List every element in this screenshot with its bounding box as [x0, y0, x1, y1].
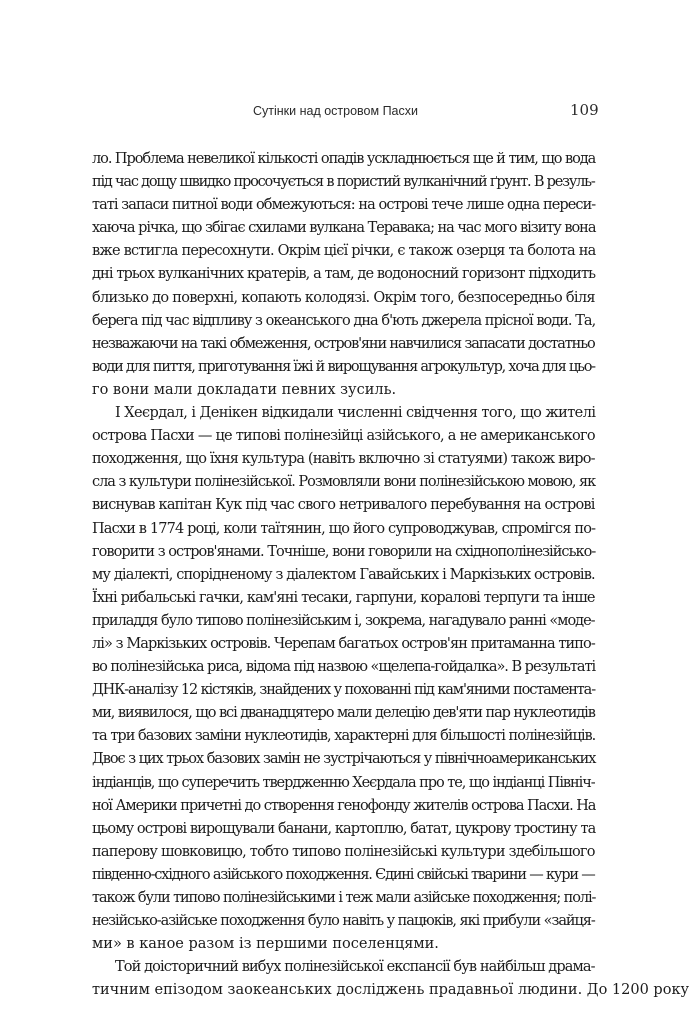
text-line: ми» в каное разом із першими поселенцями.	[92, 936, 439, 953]
text-line: Пасхи в 1774 році, коли таїтянин, що його супроводжував, спромігся по-	[92, 520, 596, 537]
text-line: також були типово полінезійськими і теж мали азійське походження; полі-	[92, 890, 596, 906]
text-line: берега під час відпливу з океанського дна б'ють джерела прісної води. Та,	[92, 312, 596, 329]
text-line: во полінезійська риса, відома під назвою «щелепа-гойдалка». В результаті	[92, 659, 596, 676]
text-line: та три базових заміни нуклеотидів, характерні для більшості полінезійців.	[92, 728, 596, 745]
text-line: говорити з остров'янами. Точніше, вони говорили на східнополінезійсько-	[92, 543, 596, 560]
text-line: виснував капітан Кук під час свого нетривалого перебування на острові	[92, 497, 595, 514]
text-line: таті запаси питної води обмежуються: на острові тече лише одна переси-	[92, 197, 596, 214]
text-line: приладдя було типово полінезійським і, зокрема, нагадувало ранні «моде-	[92, 612, 595, 629]
text-line: Той доісторичний вибух полінезійської експансії був найбільш драма-	[115, 959, 595, 976]
text-line: дні трьох вулканічних кратерів, а там, де водоносний горизонт підходить	[92, 266, 596, 283]
text-line: тичним епізодом заокеанських досліджень прадавньої людини. До 1200 року	[92, 982, 690, 999]
text-line: води для пиття, приготування їжі й вирощування агрокультур, хоча для цьо-	[92, 358, 595, 375]
text-line: цьому острові вирощували банани, картоплю, батат, цукрову тростину та	[92, 820, 596, 837]
page-number: 109	[570, 101, 599, 119]
paragraph	[92, 956, 690, 1002]
text-line: лі» з Маркізьких островів. Черепам багатьох остров'ян притаманна типо-	[92, 635, 595, 652]
text-line: І Хеєрдал, і Денікен відкидали численні свідчення того, що жителі	[115, 405, 596, 422]
body-text	[92, 148, 690, 1002]
text-line: Їхні рибальські гачки, кам'яні тесаки, гарпуни, коралові терпуги та інше	[92, 589, 595, 606]
text-line: ло. Проблема невеликої кількості опадів ускладнюється ще й тим, що вода	[92, 151, 596, 167]
text-line: під час дощу швидко просочується в пористий вулканічний ґрунт. В резуль-	[92, 174, 595, 191]
text-line: ми, виявилося, що всі дванадцятеро мали делецію дев'яти пар нуклеотидів	[92, 705, 595, 722]
text-line: го вони мали докладати певних зусиль.	[92, 381, 397, 398]
paragraph	[92, 148, 595, 402]
text-line: походження, що їхня культура (навіть включно зі статуями) також виро-	[92, 451, 595, 468]
text-line: Двоє з цих трьох базових замін не зустрічаються у північноамериканських	[92, 751, 596, 768]
text-line: хаюча річка, що збігає схилами вулкана Теравака; на час мого візиту вона	[92, 220, 596, 237]
text-line: ної Америки причетні до створення генофонду жителів острова Пасхи. На	[92, 797, 596, 814]
text-line: близько до поверхні, копають колодязі. Окрім того, безпосередньо біля	[92, 289, 595, 306]
text-line: південно-східного азійського походження. Єдині свійські тварини — кури —	[92, 866, 595, 883]
text-line: острова Пасхи — це типові полінезійці азійського, а не американського	[92, 428, 595, 445]
text-line: незійсько-азійське походження було навіть у пацюків, які прибули «зайця-	[92, 913, 595, 930]
running-head-title: Сутінки над островом Пасхи	[253, 104, 418, 118]
text-line: незважаючи на такі обмеження, остров'яни навчилися запасати достатньо	[92, 335, 595, 352]
text-line: вже встигла пересохнути. Окрім цієї річки, є також озерця та болота на	[92, 243, 596, 260]
text-line: паперову шовковицю, тобто типово полінезійські культури здебільшого	[92, 843, 595, 860]
text-line: сла з культури полінезійської. Розмовляли вони полінезійською мовою, як	[92, 474, 596, 491]
text-line: індіанців, що суперечить твердженню Хеєрдала про те, що індіанці Північ-	[92, 774, 595, 791]
paragraph	[92, 402, 595, 956]
text-line: му діалекті, спорідненому з діалектом Гавайських і Маркізьких островів.	[92, 566, 595, 583]
text-line: ДНК-аналізу 12 кістяків, знайдених у похованні під кам'яними постамента-	[92, 682, 595, 699]
